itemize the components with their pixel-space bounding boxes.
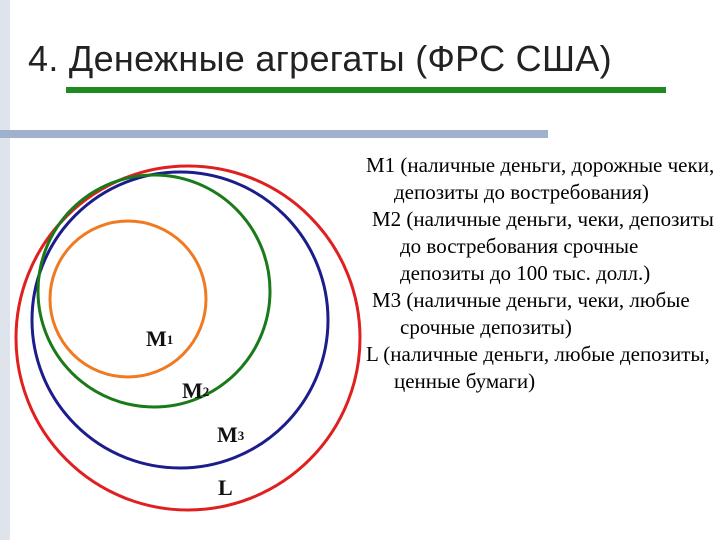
ring-label-l-main: L [218,475,233,500]
ring-label-m1 [146,326,173,351]
ring-label-m2-main: М [182,378,203,403]
ring-label-l [218,475,233,500]
ring-l [16,166,360,510]
ring-label-m3-sub: 3 [237,428,245,443]
ring-label-m2 [182,378,209,403]
definition-l: L (наличные деньги, любые депозиты, ценные бумаги) [366,342,710,393]
ring-m3 [32,172,328,468]
slide-title: 4. Денежные агрегаты (ФРС США) [28,38,612,79]
definition-m3: М3 (наличные деньги, чеки, любые срочные депозиты) [372,288,690,339]
ring-m1 [50,221,206,377]
ring-label-m1-main: М [146,326,167,351]
ring-label-m3 [217,422,245,447]
ring-label-m2-sub: 2 [202,384,210,399]
definitions-list [366,152,716,395]
definition-m1: М1 (наличные деньги, дорожные чеки, депозиты до востребования) [366,153,715,204]
ring-label-m3-main: М [217,422,238,447]
definition-m2: М2 (наличные деньги, чеки, депозиты до востребования срочные депозиты до 100 тыс. долл.) [372,207,714,285]
ring-label-m1-sub: 1 [166,332,174,347]
